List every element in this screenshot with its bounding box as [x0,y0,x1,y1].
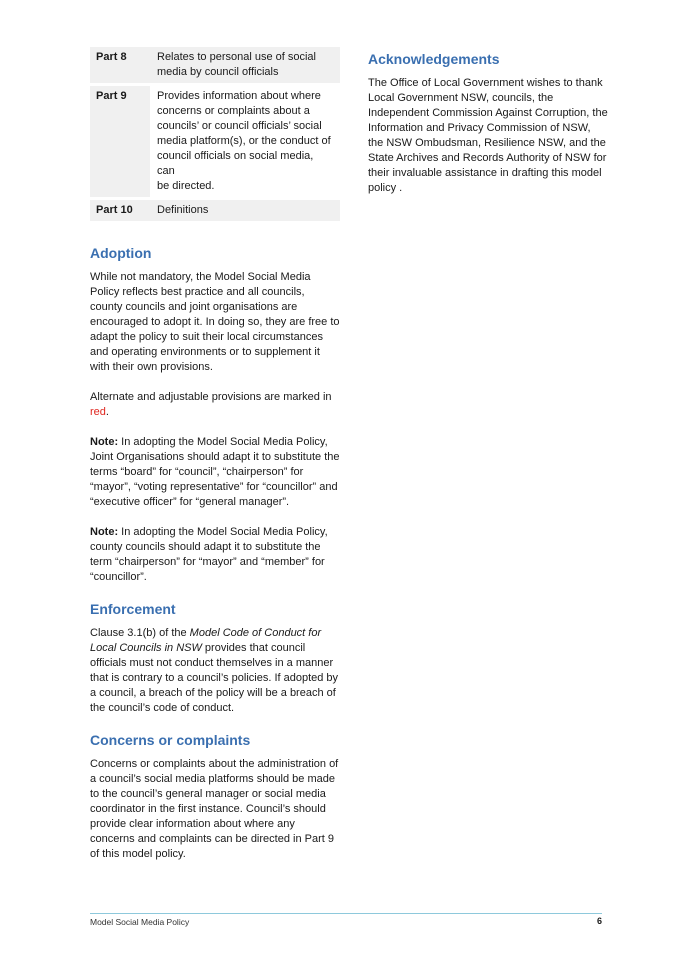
adoption-section [90,244,340,585]
adoption-paragraph: While not mandatory, the Model Social Media Policy reflects best practice and all councils, county councils and joint organisations are encouraged to adopt it. In doing so, they are free to adapt the policy to suit their local circumstances and operating environments or to supplement it with their own provisions. [90,271,340,373]
note-label: Note: [90,436,119,448]
table-row [90,199,340,223]
part-description: Relates to personal use of social media by council officials [150,47,340,85]
part-number: Part 9 [90,85,150,199]
concerns-section [90,731,340,862]
red-word: red [90,406,106,418]
code-of-conduct-title: Model Code of Conduct for Local Councils in NSW [90,627,322,654]
note-text: In adopting the Model Social Media Policy, county councils should adapt it to substitute the term “chairperson” for “mayor” and “member” for “councillor”. [90,526,328,583]
note-text: In adopting the Model Social Media Policy, Joint Organisations should adapt it to substitute the terms “board” for “council”, “chairperson” for “mayor”, “voting representative” for “councillor” and “executive officer” for “general manager”. [90,436,340,508]
enforcement-section [90,600,340,716]
enforcement-heading: Enforcement [90,601,176,617]
adjustable-provisions-paragraph [90,390,340,420]
acknowledgements-paragraph: The Office of Local Government wishes to thank Local Government NSW, councils, the Independent Commission Against Corruption, the Information and Privacy Commission of NSW, the NSW Ombudsman, Resilience NSW, and the State Archives and Records Authority of NSW for their invaluable assistance in drafting this model policy . [368,77,608,194]
text-span: . [105,406,109,418]
acknowledgements-heading: Acknowledgements [368,51,500,67]
concerns-paragraph: Concerns or complaints about the administration of a council’s social media platforms should be made to the council’s general manager or social media coordinator in the first instance. Council’s should provide clear information about where any concerns and complaints can be directed in Part 9 of this model policy. [90,758,339,860]
note-joint-organisations [90,435,340,510]
right-column [368,47,608,211]
note-label: Note: [90,526,119,538]
table-row [90,47,340,85]
enforcement-paragraph [90,626,340,716]
table-row [90,85,340,199]
left-column [90,47,340,877]
part-description: Definitions [150,199,340,223]
text-span: Alternate and adjustable provisions are marked in [90,391,332,403]
parts-table [90,47,340,224]
adoption-heading: Adoption [90,245,152,261]
footer-title: Model Social Media Policy [90,917,190,927]
page-number: 6 [596,916,602,926]
part-description: Provides information about where concerns or complaints about a councils’ or council officials’ social media platform(s), or the conduct of council officials on social media, can be directed. [157,90,331,192]
text-span: provides that council officials must not conduct themselves in a manner that is contrary to a council’s policies. If adopted by a council, a breach of the policy will be a breach of the council’s code of conduct. [90,642,339,714]
part-number: Part 10 [90,199,150,223]
text-span: Clause 3.1(b) of the [90,627,190,639]
concerns-heading: Concerns or complaints [90,732,251,748]
part-number: Part 8 [90,47,150,85]
footer-divider [90,913,602,914]
note-county-councils [90,525,340,585]
